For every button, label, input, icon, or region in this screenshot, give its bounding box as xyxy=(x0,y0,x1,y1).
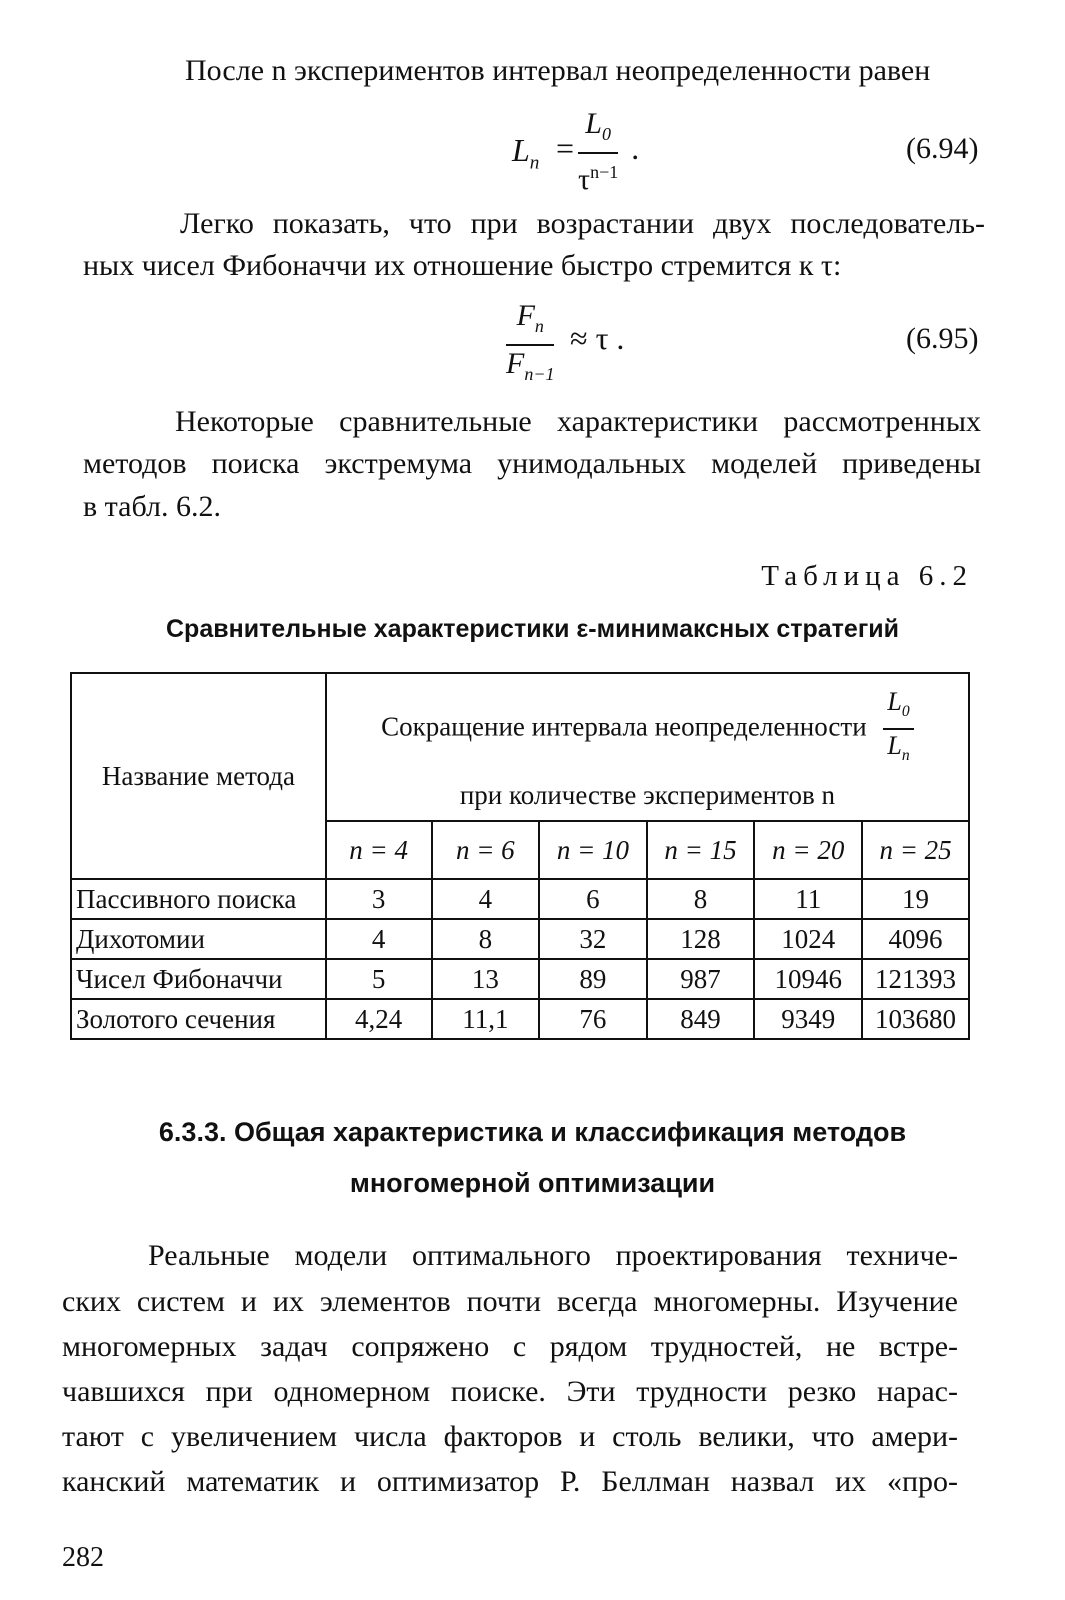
table-cell: 4 xyxy=(432,879,540,919)
eq1-equals: = xyxy=(556,130,575,166)
table-cell: 128 xyxy=(647,919,755,959)
group-header: Сокращение интервала неопределенности $\frac{L_0}{L_n}$ при количестве экспериментов n xyxy=(326,673,969,821)
n-header: n = 20 xyxy=(754,821,862,879)
eq2-rhs: ≈ τ . xyxy=(570,320,625,356)
n-header: n = 25 xyxy=(862,821,969,879)
table-cell: 76 xyxy=(539,999,647,1039)
eq1-tail: . xyxy=(632,130,640,166)
section-title-line-2: многомерной оптимизации xyxy=(349,1168,716,1198)
n-header: n = 10 xyxy=(539,821,647,879)
table-row xyxy=(71,999,969,1039)
table-cell: 4 xyxy=(326,919,432,959)
paragraph-4-line-4: чавшихся при одномерном поиске. Эти трудности резко нарас- xyxy=(62,1375,958,1408)
table-cell: 89 xyxy=(539,959,647,999)
page-number: 282 xyxy=(62,1542,104,1573)
comparison-table xyxy=(70,672,970,1040)
table-cell: 103680 xyxy=(862,999,969,1039)
eq1-number: (6.94) xyxy=(906,132,979,165)
table-row xyxy=(71,879,969,919)
table-cell: 9349 xyxy=(754,999,862,1039)
eq1-fraction: $\frac{L_0}{\tau^{n-1}}$ xyxy=(578,107,619,196)
table-cell: 13 xyxy=(432,959,540,999)
group-header-fraction: $\frac{L_0}{L_n}$ xyxy=(883,687,913,771)
paragraph-2-line-2: ных чисел Фибоначчи их отношение быстро стремится к τ: xyxy=(83,249,842,282)
table-cell: 11 xyxy=(754,879,862,919)
paragraph-3-line-2: методов поиска экстремума унимодальных моделей приведены xyxy=(83,447,981,480)
paragraph-4-line-5: тают с увеличением числа факторов и столь велики, что амери- xyxy=(62,1420,958,1453)
paragraph-4-line-1: Реальные модели оптимального проектирования техниче- xyxy=(148,1239,958,1272)
table-cell: 987 xyxy=(647,959,755,999)
table-label: Таблица 6.2 xyxy=(761,560,973,592)
table-cell: 4,24 xyxy=(326,999,432,1039)
table-cell: 3 xyxy=(326,879,432,919)
row-method-name: Пассивного поиска xyxy=(71,879,326,919)
table-cell: 1024 xyxy=(754,919,862,959)
table-cell: 19 xyxy=(862,879,969,919)
table-cell: 4096 xyxy=(862,919,969,959)
table-cell: 11,1 xyxy=(432,999,540,1039)
table-cell: 8 xyxy=(647,879,755,919)
table-title: Сравнительные характеристики ε-минимаксных стратегий xyxy=(166,615,899,643)
table-row xyxy=(71,919,969,959)
table-row xyxy=(71,959,969,999)
row-method-name: Золотого сечения xyxy=(71,999,326,1039)
paragraph-4-line-2: ских систем и их элементов почти всегда многомерны. Изучение xyxy=(62,1285,958,1318)
table-cell: 6 xyxy=(539,879,647,919)
n-header: n = 6 xyxy=(432,821,540,879)
paragraph-4-line-3: многомерных задач сопряжено с рядом трудностей, не встре- xyxy=(62,1330,958,1363)
n-header: n = 4 xyxy=(326,821,432,879)
table-cell: 849 xyxy=(647,999,755,1039)
table-cell: 121393 xyxy=(862,959,969,999)
eq2-number: (6.95) xyxy=(906,322,979,355)
section-title-line-1: 6.3.3. Общая характеристика и классификация методов xyxy=(158,1117,907,1147)
table-cell: 10946 xyxy=(754,959,862,999)
eq1-lhs: $L_n$ xyxy=(512,132,540,174)
paragraph-3-line-1: Некоторые сравнительные характеристики рассмотренных xyxy=(175,405,981,438)
n-header: n = 15 xyxy=(647,821,755,879)
paragraph-2-line-1: Легко показать, что при возрастании двух последователь- xyxy=(180,207,985,240)
table-cell: 32 xyxy=(539,919,647,959)
paragraph-1-line-1: После n экспериментов интервал неопределенности равен xyxy=(185,54,931,87)
paragraph-3-line-3: в табл. 6.2. xyxy=(83,490,221,523)
row-method-name: Дихотомии xyxy=(71,919,326,959)
paragraph-4-line-6: канский математик и оптимизатор Р. Беллман назвал их «про- xyxy=(62,1465,958,1498)
method-header: Название метода xyxy=(71,673,326,879)
eq2-fraction: $\frac{F_n}{F_{n-1}}$ xyxy=(506,299,555,384)
row-method-name: Чисел Фибоначчи xyxy=(71,959,326,999)
table-cell: 5 xyxy=(326,959,432,999)
table-cell: 8 xyxy=(432,919,540,959)
